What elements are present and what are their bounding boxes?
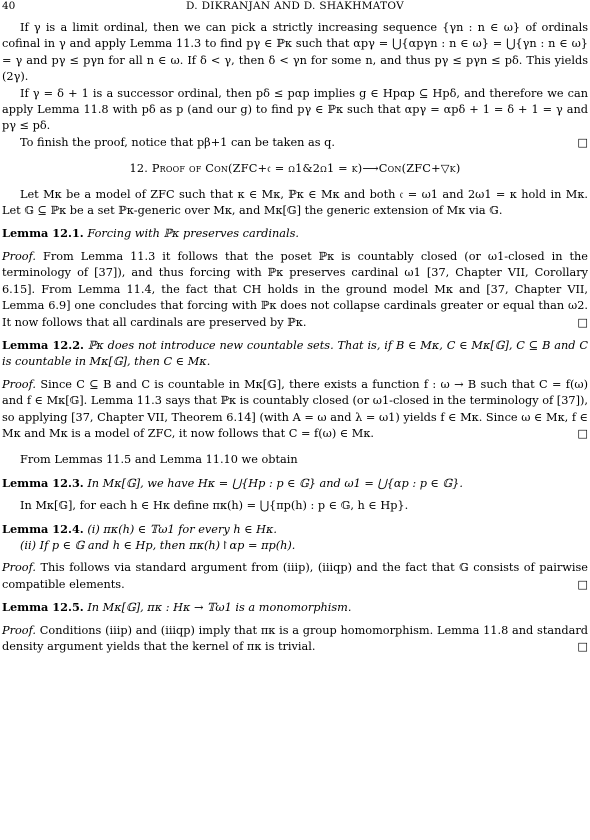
lemma-label: Lemma 12.2. — [2, 337, 84, 352]
proof-label: Proof. — [2, 623, 36, 637]
proof-12-1 — [2, 249, 588, 331]
paragraph-finish — [2, 135, 588, 151]
page-header — [0, 0, 590, 16]
proof-text: Conditions (iiip) and (iiiqp) imply that πκ is a group homomorphism. Lemma 11.8 and standard density argument yields that the kernel of πκ is trivial. — [2, 623, 588, 653]
qed-symbol: □ — [577, 577, 588, 591]
lemma-label: Lemma 12.3. — [2, 475, 84, 490]
proof-text: Since C ⊆ B and C is countable in Mκ[𝔾], there exists a function f : ω → B such that C = f(ω) and f ∈ Mκ[𝔾]. Lemma 11.3 says that ℙκ is countably closed (or ω1-closed in the terminology of [37]), so applying [37, Chapter VII, Theorem 6.14] (with A = ω and λ = ω1) yields f ∈ Mκ. Since ω ∈ Mκ, f ∈ Mκ and Mκ is a model of ZFC, it now follows that C = f(ω) ∈ Mκ. — [2, 377, 588, 440]
proof-label: Proof. — [2, 377, 36, 391]
lemma-part-ii: (ii) If p ∈ 𝔾 and h ∈ Hp, then πκ(h)↾αp = πp(h). — [20, 538, 296, 552]
lemma-12-3 — [2, 475, 588, 492]
proof-label: Proof. — [2, 249, 36, 263]
lemma-label: Lemma 12.4. — [2, 521, 84, 536]
lemma-statement: ℙκ does not introduce new countable sets. That is, if B ∈ Mκ, C ∈ Mκ[𝔾], C ⊆ B and C is countable in Mκ[𝔾], then C ∈ Mκ. — [2, 338, 588, 369]
lemma-12-4 — [2, 521, 588, 538]
page-number: 40 — [2, 0, 16, 12]
lemma-statement: In Mκ[𝔾], we have Hκ = ⋃{Hp : p ∈ 𝔾} and ω1 = ⋃{αp : p ∈ 𝔾}. — [87, 476, 463, 490]
qed-symbol: □ — [577, 135, 588, 149]
lemma-label: Lemma 12.5. — [2, 600, 84, 615]
lemma-12-5 — [2, 599, 588, 616]
paragraph-successor-case: If γ = δ + 1 is a successor ordinal, then pδ ≤ pαp implies g ∈ Hpαp ⊆ Hpδ, and therefore we can apply Lemma 11.8 with pδ as p (and our g) to find pγ ∈ ℙκ such that αpγ = αpδ + 1 = δ + 1 = γ and pγ ≤ pδ. — [2, 86, 588, 133]
qed-symbol: □ — [577, 640, 588, 653]
qed-symbol: □ — [577, 315, 588, 329]
paragraph-limit-case: If γ is a limit ordinal, then we can pick a strictly increasing sequence {γn : n ∈ ω} of ordinals cofinal in γ and apply Lemma 11.3 to find pγ ∈ ℙκ such that αpγ = ⋃{αpγn : n ∈ ω} = ⋃{γn : n ∈ ω} = γ and pγ ≤ pγn for all n ∈ ω. If δ < γ, then δ < γn for some n, and thus pγ ≤ pγn ≤ pδ. This yields (2γ). — [2, 21, 588, 84]
proof-label: Proof. — [2, 561, 36, 575]
lemma-statement: In Mκ[𝔾], πκ : Hκ → 𝕋ω1 is a monomorphism. — [87, 601, 352, 615]
paragraph-intro: Let Mκ be a model of ZFC such that κ ∈ Mκ, ℙκ ∈ Mκ and both 𝔠 = ω1 and 2ω1 = κ hold in Mκ. Let 𝔾 ⊆ ℙκ be a set ℙκ-generic over Mκ, and Mκ[𝔾] the generic extension of Mκ via 𝔾. — [2, 187, 588, 218]
qed-symbol: □ — [577, 426, 588, 440]
paragraph-from-lemmas: From Lemmas 11.5 and Lemma 11.10 we obtain — [20, 453, 298, 467]
proof-12-5 — [2, 623, 588, 656]
proof-12-2 — [2, 377, 588, 443]
running-head: D. DIKRANJAN AND D. SHAKHMATOV — [185, 0, 405, 12]
proof-text: This follows via standard argument from (iiip), (iiiqp) and the fact that 𝔾 consists of pairwise compatible elements. — [2, 561, 588, 591]
proof-text: From Lemma 11.3 it follows that the poset ℙκ is countably closed (or ω1-closed in the terminology of [37]), and thus forcing with ℙκ preserves cardinal ω1 [37, Chapter VII, Corollary 6.15]. From Lemma 11.4, the fact that CH holds in the ground model Mκ and [37, Chapter VII, Lemma 6.9] one concludes that forcing with ℙκ does not collapse cardinals greater or equal than ω2. It now follows that all cardinals are preserved by ℙκ. — [2, 249, 588, 329]
lemma-12-2 — [2, 337, 588, 371]
lemma-statement: Forcing with ℙκ preserves cardinals. — [87, 227, 299, 241]
finish-text: To finish the proof, notice that pβ+1 can be taken as q. — [20, 135, 335, 149]
proof-12-4 — [2, 560, 588, 593]
page-body — [2, 20, 588, 655]
lemma-label: Lemma 12.1. — [2, 226, 84, 241]
lemma-12-1 — [2, 225, 588, 242]
lemma-part-i: (i) πκ(h) ∈ 𝕋ω1 for every h ∈ Hκ. — [87, 522, 277, 536]
section-title: 12. Proof of Con(ZFC+𝔠 = ω1&2ω1 = κ)⟶Con(ZFC+▽κ) — [129, 162, 461, 176]
lemma-12-4-part-ii — [2, 538, 588, 554]
paragraph-define: In Mκ[𝔾], for each h ∈ Hκ define πκ(h) = ⋃{πp(h) : p ∈ 𝔾, h ∈ Hp}. — [20, 499, 409, 513]
